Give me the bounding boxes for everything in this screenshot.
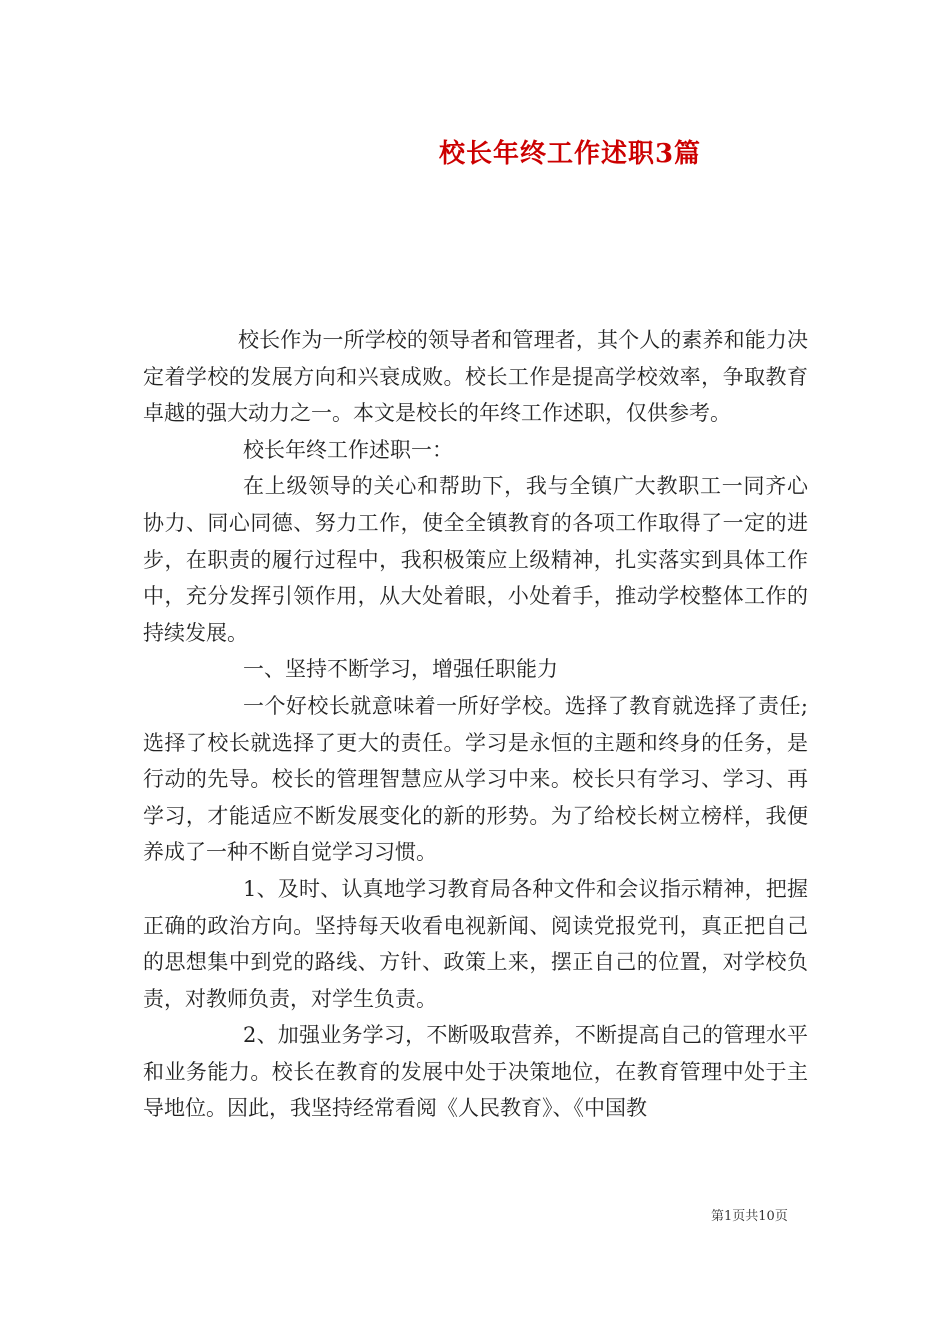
- section-heading-1: 校长年终工作述职一：: [243, 437, 453, 462]
- paragraph-3: 1、及时、认真地学习教育局各种文件和会议指示精神，把握正确的政治方向。坚持每天收看电视新闻、阅读党报党刊，真正把自己的思想集中到党的路线、方针、政策上来，摆正自己的位置，对学校负责，对教师负责，对学生负责。: [143, 876, 808, 1011]
- paragraph-4: 2、加强业务学习，不断吸取营养，不断提高自己的管理水平和业务能力。校长在教育的发展中处于决策地位，在教育管理中处于主导地位。因此，我坚持经常看阅《人民教育》、《中国教: [143, 1023, 808, 1121]
- section-heading-2: 一、坚持不断学习，增强任职能力: [243, 657, 558, 682]
- document-title: 校长年终工作述职3篇: [438, 139, 702, 169]
- document-body: [143, 322, 808, 1127]
- paragraph-1: 在上级领导的关心和帮助下，我与全镇广大教职工一同齐心协力、同心同德、努力工作，使全全镇教育的各项工作取得了一定的进步，在职责的履行过程中，我积极策应上级精神，扎实落实到具体工作中，充分发挥引领作用，从大处着眼，小处着手，推动学校整体工作的持续发展。: [143, 474, 808, 645]
- paragraph-intro: 校长作为一所学校的领导者和管理者，其个人的素养和能力决定着学校的发展方向和兴衰成败。校长工作是提高学校效率，争取教育卓越的强大动力之一。本文是校长的年终工作述职，仅供参考。: [143, 328, 808, 426]
- page-footer: 第1页共10页: [711, 1209, 788, 1224]
- paragraph-2: 一个好校长就意味着一所好学校。选择了教育就选择了责任;选择了校长就选择了更大的责任。学习是永恒的主题和终身的任务，是行动的先导。校长的管理智慧应从学习中来。校长只有学习、学习、再学习，才能适应不断发展变化的新的形势。为了给校长树立榜样，我便养成了一种不断自觉学习习惯。: [143, 693, 808, 865]
